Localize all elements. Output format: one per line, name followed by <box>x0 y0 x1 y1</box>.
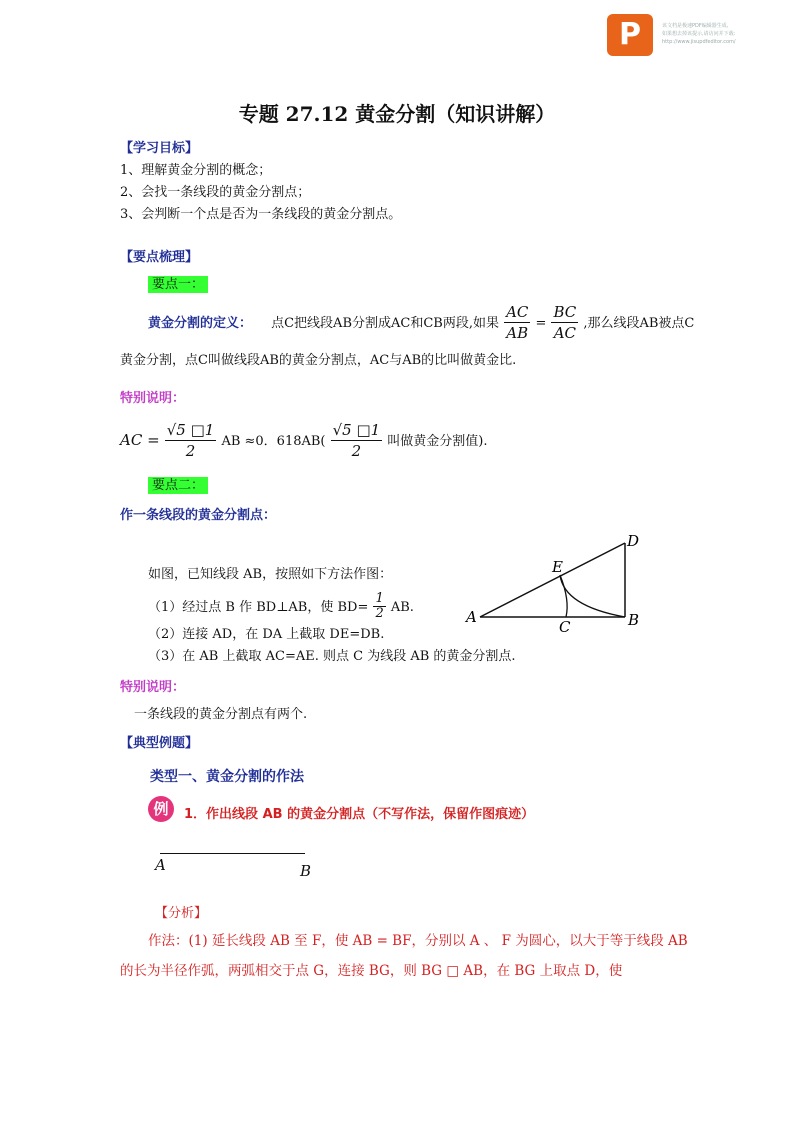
goals-heading: 【学习目标】 <box>120 141 199 156</box>
segment-label-b: B <box>300 862 312 880</box>
label-c: C <box>559 618 571 636</box>
segment-ad <box>480 543 625 617</box>
step1-pre: （1）经过点 B 作 BD⊥AB，使 BD= <box>148 600 369 615</box>
point-tag-1: 要点一： <box>148 276 208 293</box>
goal-item: 2、会找一条线段的黄金分割点； <box>120 185 311 200</box>
label-d: D <box>627 532 640 550</box>
equals-sign: = <box>535 316 547 331</box>
logo-note <box>662 22 786 46</box>
analysis-line-1: 作法：(1) 延长线段 AB 至 F，使 AB = BF，分别以 A 、 F 为圆心，以大于等于线段 AB <box>148 933 688 949</box>
fraction-numerator: 1 <box>375 591 384 606</box>
analysis-line-2: 的长为半径作弧，两弧相交于点 G，连接 BG，则 BG □ AB，在 BG 上取点 D，使 <box>120 963 623 979</box>
fraction-numerator: √5 □1 <box>332 421 381 439</box>
note-text-2: 一条线段的黄金分割点有两个. <box>134 707 308 722</box>
fraction-denominator: AC <box>553 324 577 342</box>
logo-note-line: 该文档是极速PDF编辑器生成, <box>662 23 729 29</box>
goal-item: 3、会判断一个点是否为一条线段的黄金分割点。 <box>120 207 402 222</box>
fraction-denominator: 2 <box>351 442 362 460</box>
label-e: E <box>552 558 563 576</box>
formula-fraction-2 <box>331 420 383 461</box>
label-b: B <box>628 611 640 629</box>
formula-tail: 叫做黄金分割值). <box>387 434 488 449</box>
definition-line <box>148 302 708 343</box>
segment-label-a: A <box>155 856 166 874</box>
fraction-numerator: AC <box>506 303 529 321</box>
point-tag-2: 要点二： <box>148 477 208 494</box>
construct-intro: 如图，已知线段 AB，按照如下方法作图： <box>148 567 393 582</box>
fraction-ac-ab <box>504 302 530 343</box>
p-logo-icon: P <box>619 17 641 52</box>
goal-item: 1、理解黄金分割的概念； <box>120 163 272 178</box>
fraction-bc-ac <box>551 302 578 343</box>
step1-post: AB. <box>390 600 414 615</box>
points-heading: 【要点梳理】 <box>120 250 199 265</box>
fraction-denominator: AB <box>506 324 529 342</box>
note-heading-2: 特别说明： <box>120 680 186 695</box>
examples-heading: 【典型例题】 <box>120 736 199 751</box>
label-a: A <box>466 608 477 626</box>
analysis-heading: 【分析】 <box>155 906 208 921</box>
step1-fraction <box>373 592 385 621</box>
formula-fraction <box>165 420 217 461</box>
definition-post: ,那么线段AB被点C <box>583 316 695 331</box>
golden-ratio-formula <box>120 420 488 461</box>
formula-lhs: AC = <box>120 431 160 449</box>
page-title: 专题 27.12 黄金分割（知识讲解） <box>238 102 556 126</box>
construct-step-1 <box>148 592 414 621</box>
note-heading-1: 特别说明： <box>120 391 186 406</box>
definition-label: 黄金分割的定义： <box>148 316 253 331</box>
definition-pre: 点C把线段AB分割成AC和CB两段,如果 <box>271 316 499 331</box>
golden-section-figure <box>460 528 650 638</box>
example-badge: 例 <box>148 796 174 822</box>
construct-step-3: （3）在 AB 上截取 AC=AE. 则点 C 为线段 AB 的黄金分割点. <box>148 649 516 664</box>
formula-mid: AB ≈0．618AB( <box>221 434 326 449</box>
pdf-editor-logo <box>607 14 653 56</box>
construct-step-2: （2）连接 AD，在 DA 上截取 DE=DB. <box>148 627 385 642</box>
logo-note-line: 如果想去掉该提示,请访问并下载: <box>662 31 736 37</box>
arc-e-to-b <box>560 575 625 617</box>
fraction-numerator: BC <box>553 303 577 321</box>
fraction-denominator: 2 <box>185 442 196 460</box>
definition-line-2: 黄金分割，点C叫做线段AB的黄金分割点，AC与AB的比叫做黄金比. <box>120 353 517 368</box>
construct-heading: 作一条线段的黄金分割点： <box>120 508 277 523</box>
example-question-1: 1．作出线段 AB 的黄金分割点（不写作法，保留作图痕迹） <box>184 807 535 822</box>
example-type-1: 类型一、黄金分割的作法 <box>150 769 304 785</box>
logo-note-line: http://www.jisupdfeditor.com/ <box>662 39 736 45</box>
segment-ab-line <box>160 853 305 854</box>
fraction-numerator: √5 □1 <box>166 421 215 439</box>
fraction-denominator: 2 <box>375 606 384 621</box>
